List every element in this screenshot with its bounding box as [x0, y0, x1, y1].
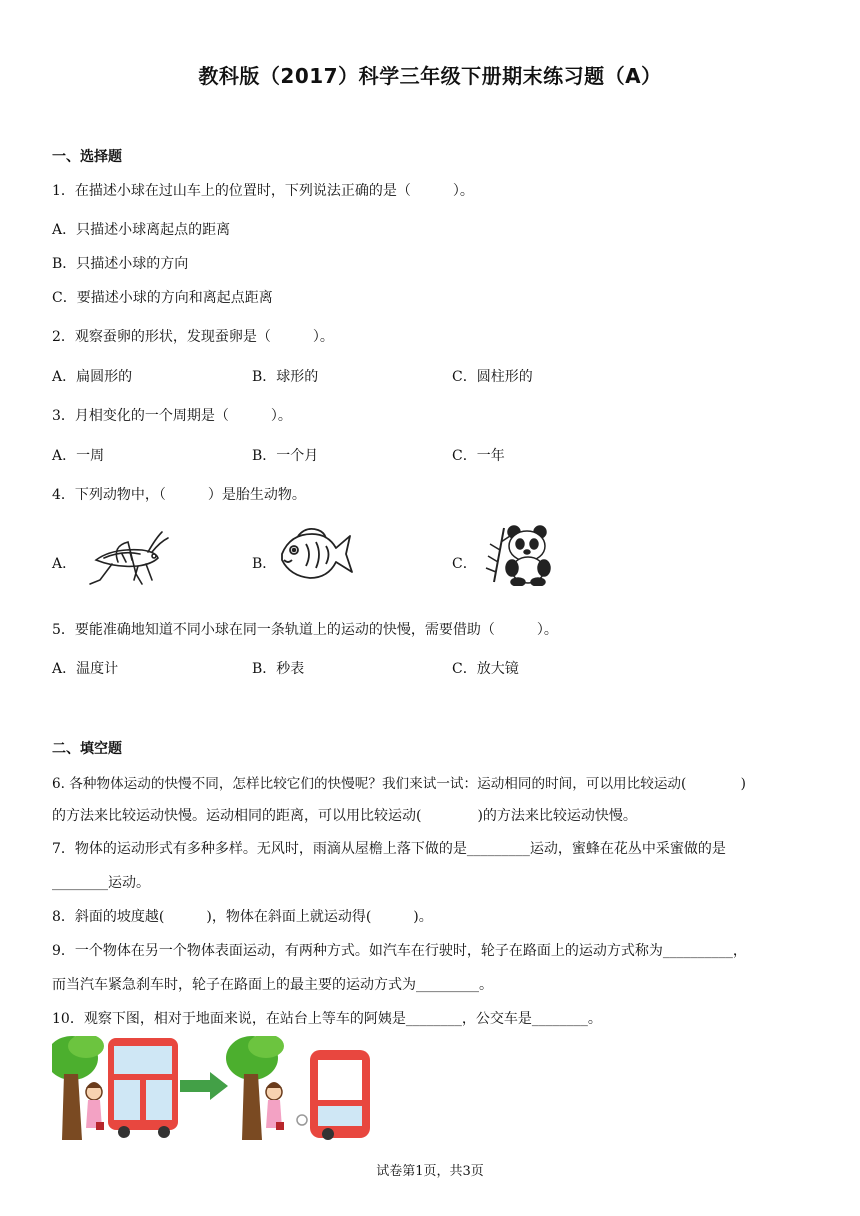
question-2-option-a: A．扁圆形的: [52, 369, 133, 385]
question-3-option-b: B．一个月: [252, 448, 319, 464]
question-6-line-1: 6. 各种物体运动的快慢不同，怎样比较它们的快慢呢？我们来试一试：运动相同的时间，可以用比较运动( ): [52, 776, 746, 792]
question-1-stem: 1．在描述小球在过山车上的位置时，下列说法正确的是（ ）。: [52, 183, 474, 199]
question-1-option-b: B．只描述小球的方向: [52, 256, 189, 272]
question-10-line-1: 10．观察下图，相对于地面来说，在站台上等车的阿姨是________，公交车是________。: [52, 1011, 602, 1027]
page-title: 教科版（2017）科学三年级下册期末练习题（A）: [198, 64, 662, 88]
question-7-line-2: ________运动。: [52, 875, 150, 891]
question-8-line-1: 8．斜面的坡度越( )，物体在斜面上就运动得( )。: [52, 909, 433, 925]
question-9-line-1: 9．一个物体在另一个物体表面运动，有两种方式。如汽车在行驶时，轮子在路面上的运动方式称为__________，: [52, 943, 747, 959]
question-2-option-b: B．球形的: [252, 369, 319, 385]
question-4-option-a: A．: [52, 556, 77, 572]
fish-icon: [276, 526, 354, 586]
question-3-option-c: C．一年: [452, 448, 505, 464]
question-4-stem: 4．下列动物中，（ ）是胎生动物。: [52, 487, 306, 503]
section-heading-fill-in: 二、填空题: [52, 741, 122, 757]
question-9-line-2: 而当汽车紧急刹车时，轮子在路面上的最主要的运动方式为_________。: [52, 977, 493, 993]
question-5-option-a: A．温度计: [52, 661, 119, 677]
question-5-stem: 5．要能准确地知道不同小球在同一条轨道上的运动的快慢，需要借助（ ）。: [52, 622, 558, 638]
question-5-option-c: C．放大镜: [452, 661, 519, 677]
grasshopper-icon: [82, 528, 170, 588]
bus-stop-illustration: [52, 1036, 370, 1140]
question-3-option-a: A．一周: [52, 448, 105, 464]
question-3-stem: 3．月相变化的一个周期是（ ）。: [52, 408, 292, 424]
question-7-line-1: 7．物体的运动形式有多种多样。无风时，雨滴从屋檐上落下做的是_________运动，蜜蜂在花丛中采蜜做的是: [52, 841, 726, 857]
panda-icon: [474, 522, 554, 586]
question-4-option-b: B．: [252, 556, 277, 572]
page-footer: 试卷第1页，共3页: [376, 1164, 484, 1179]
question-2-option-c: C．圆柱形的: [452, 369, 533, 385]
question-6-line-2: 的方法来比较运动快慢。运动相同的距离，可以用比较运动( )的方法来比较运动快慢。: [52, 808, 637, 824]
question-4-option-c: C．: [452, 556, 477, 572]
question-1-option-a: A．只描述小球离起点的距离: [52, 222, 231, 238]
section-heading-choice: 一、选择题: [52, 149, 122, 165]
question-5-option-b: B．秒表: [252, 661, 305, 677]
question-1-option-c: C．要描述小球的方向和离起点距离: [52, 290, 273, 306]
question-2-stem: 2．观察蚕卵的形状，发现蚕卵是（ ）。: [52, 329, 334, 345]
